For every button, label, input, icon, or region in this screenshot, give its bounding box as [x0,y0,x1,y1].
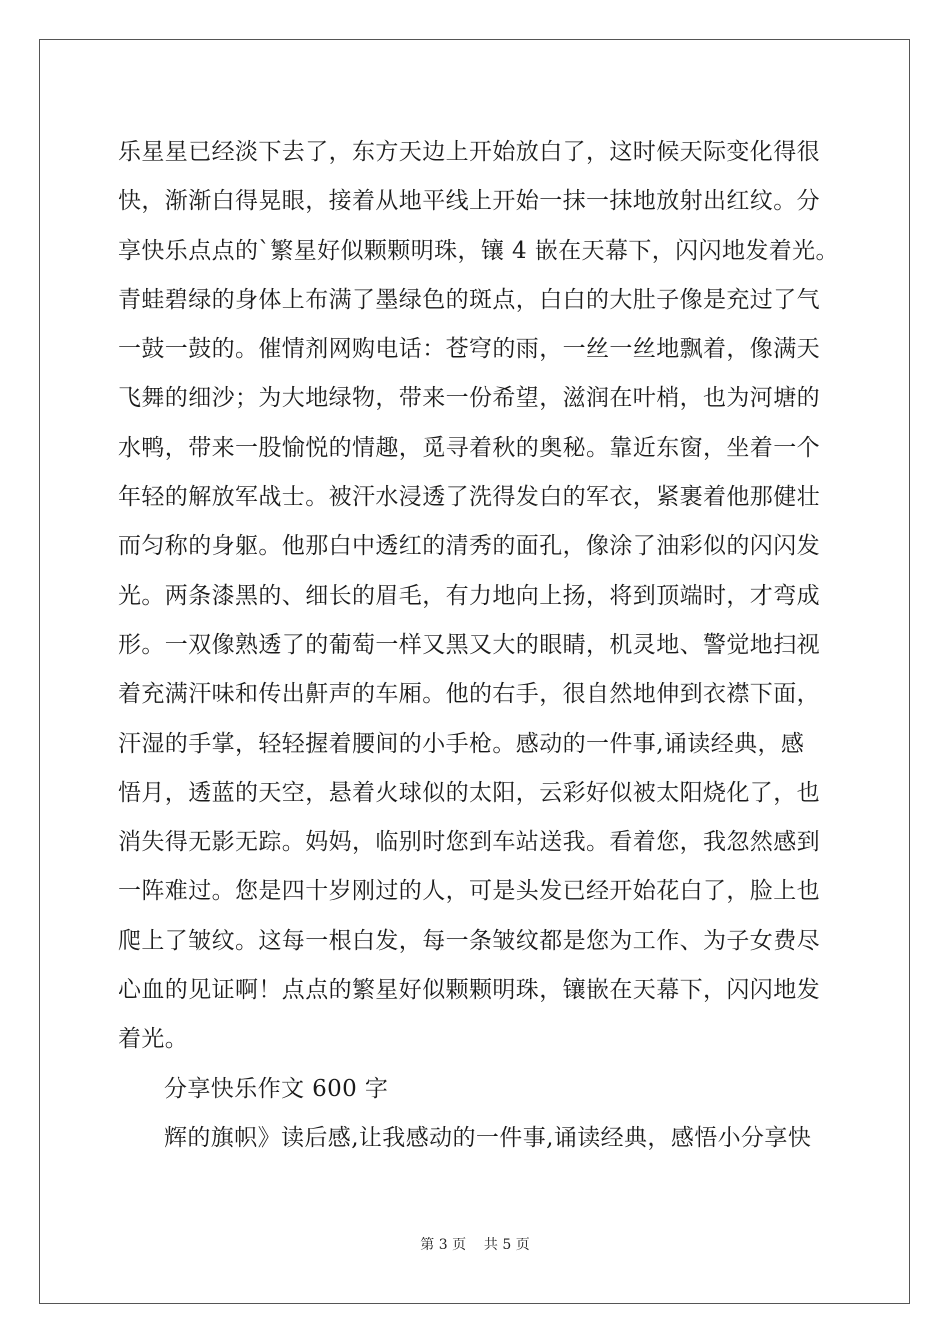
paragraph-line: 光。两条漆黑的、细长的眉毛，有力地向上扬，将到顶端时，才弯成 [118,582,820,609]
paragraph-line: 爬上了皱纹。这每一根白发，每一条皱纹都是您为工作、为子女费尽 [118,927,820,954]
paragraph-line: 乐星星已经淡下去了，东方天边上开始放白了，这时候天际变化得很 [118,139,820,165]
paragraph-line: 着充满汗味和传出鼾声的车厢。他的右手，很自然地伸到衣襟下面， [118,681,820,708]
paragraph-line: 汗湿的手掌，轻轻握着腰间的小手枪。感动的一件事,诵读经典，感 [118,730,805,757]
closing-line: 辉的旗帜》读后感,让我感动的一件事,诵读经典，感悟小分享快 [164,1124,812,1151]
paragraph-line: 而匀称的身躯。他那白中透红的清秀的面孔，像涂了油彩似的闪闪发 [118,533,820,560]
paragraph-line: 青蛙碧绿的身体上布满了墨绿色的斑点，白白的大肚子像是充过了气 [118,286,820,313]
paragraph-line: 快，渐渐白得晃眼，接着从地平线上开始一抹一抹地放射出红纹。分 [118,188,820,215]
paragraph-line: 享快乐点点的`繁星好似颗颗明珠，镶 4 嵌在天幕下，闪闪地发着光。 [118,237,839,264]
paragraph-line: 悟月，透蓝的天空，悬着火球似的太阳，云彩好似被太阳烧化了，也 [118,779,820,806]
paragraph-line: 年轻的解放军战士。被汗水浸透了洗得发白的军衣，紧裹着他那健壮 [118,484,820,511]
document-body [118,128,858,1163]
paragraph-line: 心血的见证啊！点点的繁星好似颗颗明珠，镶嵌在天幕下，闪闪地发 [118,977,820,1004]
paragraph-line: 水鸭，带来一股愉悦的情趣，觅寻着秋的奥秘。靠近东窗，坐着一个 [118,434,820,461]
paragraph-line: 消失得无影无踪。妈妈，临别时您到车站送我。看着您，我忽然感到 [118,829,820,856]
page-number-footer: 第 3 页 共 5 页 [420,1237,530,1253]
paragraph-line: 飞舞的细沙；为大地绿物，带来一份希望，滋润在叶梢，也为河塘的 [118,385,820,412]
paragraph-line: 一阵难过。您是四十岁刚过的人，可是头发已经开始花白了，脸上也 [118,878,820,905]
paragraph-line: 形。一双像熟透了的葡萄一样又黑又大的眼睛，机灵地、警觉地扫视 [118,631,820,658]
paragraph-line: 着光。 [118,1026,189,1053]
section-heading: 分享快乐作文 600 字 [164,1075,389,1102]
paragraph-line: 一鼓一鼓的。催情剂网购电话：苍穹的雨，一丝一丝地飘着，像满天 [118,336,820,363]
